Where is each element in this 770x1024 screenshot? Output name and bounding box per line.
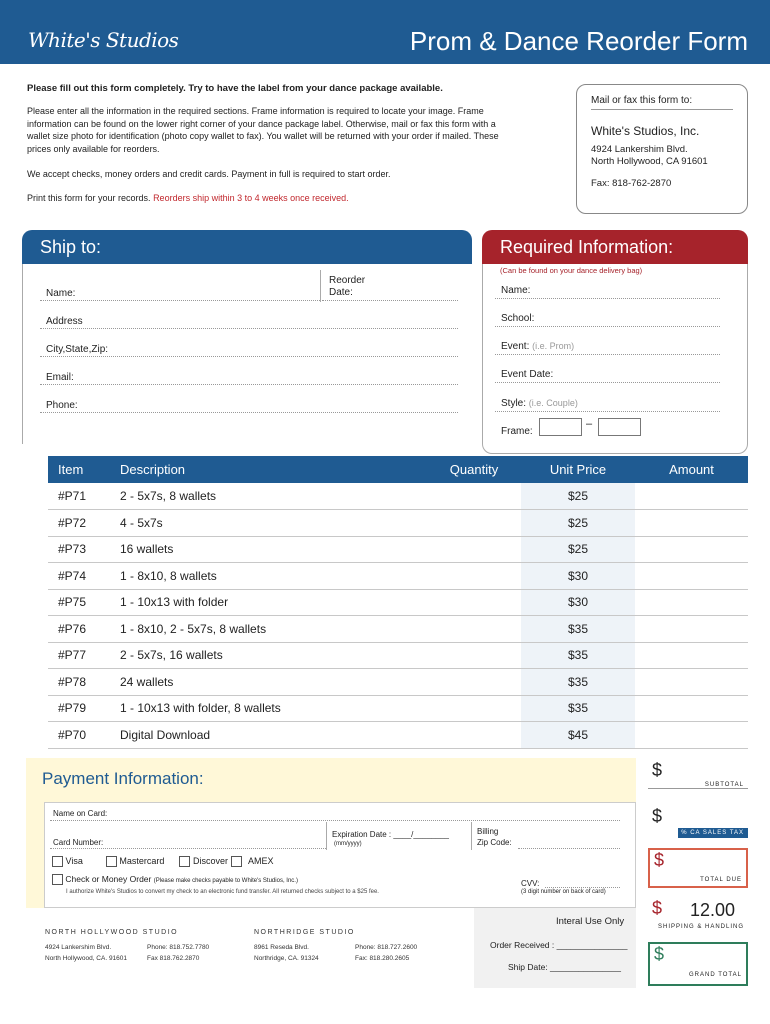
- ship-time-note: Reorders ship within 3 to 4 weeks once received.: [153, 193, 349, 203]
- visa-checkbox[interactable]: [52, 856, 63, 867]
- amex-label: AMEX: [248, 856, 274, 866]
- intro-paragraph: Please enter all the information in the required sections. Frame information is required to locate your image. Frame information can be found on the lower right corner of your dance package label. Otherwise, mail or fax this form with a wallet size photo for identification (photo copy wallet to fax). You wallet will be returned with your order if mailed. These prices only available for reorders.: [27, 106, 499, 154]
- unit-price: $35: [521, 642, 635, 669]
- item-code: #P73: [48, 536, 110, 563]
- ship-address-field[interactable]: [40, 328, 458, 329]
- table-row: [48, 483, 748, 510]
- item-description: 2 - 5x7s, 8 wallets: [110, 483, 417, 510]
- item-code: #P72: [48, 510, 110, 537]
- visa-label: Visa: [65, 856, 83, 866]
- cvv-hint: (3 digit number on back of card): [521, 889, 606, 895]
- billing-line1: Billing: [477, 827, 499, 836]
- frame-field-1[interactable]: [539, 418, 582, 436]
- req-name-field[interactable]: [495, 298, 720, 299]
- item-description: 1 - 8x10, 8 wallets: [110, 563, 417, 590]
- name-on-card-field[interactable]: [50, 820, 620, 821]
- amount-field[interactable]: [635, 563, 748, 590]
- unit-price: $30: [521, 563, 635, 590]
- card-number-field[interactable]: [50, 848, 326, 849]
- grand-total-label: GRAND TOTAL: [688, 972, 742, 978]
- check-option: [52, 874, 298, 885]
- mastercard-checkbox[interactable]: [106, 856, 117, 867]
- amount-field[interactable]: [635, 510, 748, 537]
- unit-price: $35: [521, 695, 635, 722]
- amount-field[interactable]: [635, 589, 748, 616]
- payment-note: We accept checks, money orders and credit cards. Payment in full is required to start order.: [27, 169, 391, 179]
- reorder-date-label: [329, 275, 365, 299]
- total-due-dollar: $: [654, 850, 665, 870]
- nh-studio-contact: [147, 942, 209, 964]
- cvv-label: CVV:: [521, 879, 540, 888]
- item-code: #P77: [48, 642, 110, 669]
- table-row: [48, 510, 748, 537]
- nh-studio-title: NORTH HOLLYWOOD STUDIO: [45, 929, 179, 936]
- tax-dollar: $: [652, 806, 663, 826]
- required-note: (Can be found on your dance delivery bag): [500, 266, 643, 275]
- mail-street: 4924 Lankershim Blvd.: [591, 144, 688, 155]
- expiration-hint: (mm/yyyy): [334, 841, 362, 847]
- nh-fax: Fax 818.762.2870: [147, 955, 200, 962]
- quantity-field[interactable]: [417, 722, 521, 749]
- reorder-date-field[interactable]: [322, 300, 458, 301]
- ship-address-label: Address: [46, 316, 83, 327]
- req-style-text: Style:: [501, 398, 527, 409]
- unit-price: $35: [521, 669, 635, 696]
- amount-field[interactable]: [635, 536, 748, 563]
- shipping-label: SHIPPING & HANDLING: [657, 924, 744, 930]
- unit-price: $30: [521, 589, 635, 616]
- nr-addr1: 8961 Reseda Blvd.: [254, 944, 309, 951]
- item-description: 16 wallets: [110, 536, 417, 563]
- items-table: [48, 456, 748, 749]
- nh-phone: Phone: 818.752.7780: [147, 944, 210, 951]
- grand-total-dollar: $: [654, 944, 665, 964]
- item-description: 1 - 8x10, 2 - 5x7s, 8 wallets: [110, 616, 417, 643]
- nr-studio-title: NORTHRIDGE STUDIO: [254, 929, 355, 936]
- req-event-date-field[interactable]: [495, 382, 720, 383]
- form-title: Prom & Dance Reorder Form: [409, 26, 748, 56]
- sales-tax-label: 9.5 % CA SALES TAX: [667, 830, 744, 836]
- req-school-field[interactable]: [495, 326, 720, 327]
- required-info-header: Required Information:: [482, 230, 748, 264]
- name-on-card-label: Name on Card:: [53, 809, 108, 818]
- subtotal-label: SUBTOTAL: [704, 782, 744, 788]
- shipping-dollar: $: [652, 898, 663, 918]
- req-style-hint: (i.e. Couple): [528, 398, 578, 408]
- cvv-field[interactable]: [545, 887, 620, 888]
- amount-field[interactable]: [635, 722, 748, 749]
- item-description: 1 - 10x13 with folder, 8 wallets: [110, 695, 417, 722]
- quantity-field[interactable]: [417, 695, 521, 722]
- item-description: 1 - 10x13 with folder: [110, 589, 417, 616]
- payment-title: Payment Information:: [42, 769, 204, 788]
- order-received-label: Order Received : _______________: [490, 940, 628, 950]
- quantity-field[interactable]: [417, 589, 521, 616]
- item-description: 24 wallets: [110, 669, 417, 696]
- shipping-box: [648, 898, 748, 938]
- expiration-label[interactable]: Expiration Date : ____/________: [332, 830, 449, 839]
- sales-tax-box[interactable]: [648, 806, 748, 846]
- req-event-label: [501, 341, 574, 352]
- discover-label: Discover: [192, 856, 228, 866]
- quantity-field[interactable]: [417, 483, 521, 510]
- req-event-date-label: Event Date:: [501, 369, 554, 380]
- quantity-field[interactable]: [417, 669, 521, 696]
- req-style-field[interactable]: [495, 411, 720, 412]
- check-hint: (Please make checks payable to White's Studios, Inc.): [153, 878, 298, 884]
- unit-price: $45: [521, 722, 635, 749]
- req-event-hint: (i.e. Prom): [532, 341, 575, 351]
- amount-field[interactable]: [635, 642, 748, 669]
- ship-name-label: Name:: [46, 288, 76, 299]
- header-description: Description: [110, 456, 417, 483]
- nh-studio-address: [45, 942, 127, 964]
- check-label: Check or Money Order: [65, 874, 152, 884]
- amount-field[interactable]: [635, 695, 748, 722]
- table-row: [48, 563, 748, 590]
- reorder-label-line1: Reorder: [329, 275, 366, 286]
- table-row: [48, 642, 748, 669]
- ship-email-label: Email:: [46, 372, 74, 383]
- discover-checkbox[interactable]: [179, 856, 190, 867]
- grand-total-box[interactable]: [648, 942, 748, 986]
- intro-instruction: Please fill out this form completely. Try to have the label from your dance package available.: [27, 83, 443, 94]
- mail-fax: Fax: 818-762-2870: [591, 178, 672, 189]
- subtotal-box[interactable]: [648, 760, 748, 800]
- table-row: [48, 695, 748, 722]
- table-row: [48, 669, 748, 696]
- unit-price: $25: [521, 536, 635, 563]
- mail-company: White's Studios, Inc.: [591, 124, 700, 138]
- ship-phone-field[interactable]: [40, 412, 458, 413]
- billing-line2: Zip Code:: [477, 838, 512, 847]
- table-row: [48, 589, 748, 616]
- internal-use-title: Interal Use Only: [556, 916, 625, 927]
- unit-price: $25: [521, 483, 635, 510]
- studio-logo: White's Studios: [28, 28, 179, 52]
- ship-city-field[interactable]: [40, 356, 458, 357]
- authorize-note: I authorize White's Studios to convert my check to an electronic fund transfer. All returned checks subject to a $25 fee.: [66, 889, 379, 895]
- print-note: [27, 192, 517, 205]
- item-code: #P71: [48, 483, 110, 510]
- table-row: [48, 722, 748, 749]
- billing-zip-label: [477, 826, 512, 848]
- total-due-box[interactable]: [648, 848, 748, 888]
- card-type-options: [52, 856, 274, 867]
- ship-to-header: Ship to:: [22, 230, 472, 264]
- nr-phone: Phone: 818.727.2600: [355, 944, 418, 951]
- header-amount: Amount: [635, 456, 748, 483]
- nr-fax: Fax: 818.280.2605: [355, 955, 410, 962]
- req-name-label: Name:: [501, 285, 531, 296]
- ship-email-field[interactable]: [40, 384, 458, 385]
- item-code: #P76: [48, 616, 110, 643]
- item-description: Digital Download: [110, 722, 417, 749]
- amount-field[interactable]: [635, 669, 748, 696]
- header-item: Item: [48, 456, 110, 483]
- item-code: #P79: [48, 695, 110, 722]
- mail-label: Mail or fax this form to:: [591, 95, 733, 110]
- header-unit-price: Unit Price: [521, 456, 635, 483]
- nr-studio-contact: [355, 942, 417, 964]
- mastercard-label: Mastercard: [119, 856, 165, 866]
- item-code: #P78: [48, 669, 110, 696]
- subtotal-dollar: $: [652, 760, 663, 780]
- unit-price: $25: [521, 510, 635, 537]
- item-code: #P70: [48, 722, 110, 749]
- ship-phone-label: Phone:: [46, 400, 78, 411]
- ship-date-label: Ship Date: _______________: [508, 962, 621, 972]
- item-code: #P75: [48, 589, 110, 616]
- item-description: 2 - 5x7s, 16 wallets: [110, 642, 417, 669]
- total-due-label: TOTAL DUE: [700, 877, 742, 883]
- nh-addr2: North Hollywood, CA. 91601: [45, 955, 128, 962]
- req-school-label: School:: [501, 313, 535, 324]
- quantity-field[interactable]: [417, 642, 521, 669]
- frame-field-2[interactable]: [598, 418, 641, 436]
- card-number-label: Card Number:: [53, 838, 104, 847]
- ship-city-label: City,State,Zip:: [46, 344, 109, 355]
- amount-field[interactable]: [635, 483, 748, 510]
- table-row: [48, 536, 748, 563]
- quantity-field[interactable]: [417, 536, 521, 563]
- frame-dash: –: [586, 418, 593, 430]
- amex-checkbox[interactable]: [231, 856, 242, 867]
- mail-to-box: [576, 84, 748, 214]
- item-description: 4 - 5x7s: [110, 510, 417, 537]
- req-style-label: [501, 398, 578, 409]
- req-event-field[interactable]: [495, 354, 720, 355]
- unit-price: $35: [521, 616, 635, 643]
- print-note-text: Print this form for your records.: [27, 193, 151, 203]
- table-row: [48, 616, 748, 643]
- nh-addr1: 4924 Lankershim Blvd.: [45, 944, 112, 951]
- reorder-label-line2: Date:: [329, 287, 353, 298]
- check-checkbox[interactable]: [52, 874, 63, 885]
- req-event-text: Event:: [501, 341, 530, 352]
- nr-studio-address: [254, 942, 319, 964]
- billing-zip-field[interactable]: [518, 848, 620, 849]
- amount-field[interactable]: [635, 616, 748, 643]
- header-quantity: Quantity: [417, 456, 521, 483]
- quantity-field[interactable]: [417, 510, 521, 537]
- shipping-value: 12.00: [690, 900, 736, 920]
- req-frame-label: Frame:: [501, 426, 533, 437]
- ship-name-field[interactable]: [40, 300, 320, 301]
- nr-addr2: Northridge, CA. 91324: [254, 955, 319, 962]
- mail-city: North Hollywood, CA 91601: [591, 156, 708, 167]
- quantity-field[interactable]: [417, 563, 521, 590]
- item-code: #P74: [48, 563, 110, 590]
- quantity-field[interactable]: [417, 616, 521, 643]
